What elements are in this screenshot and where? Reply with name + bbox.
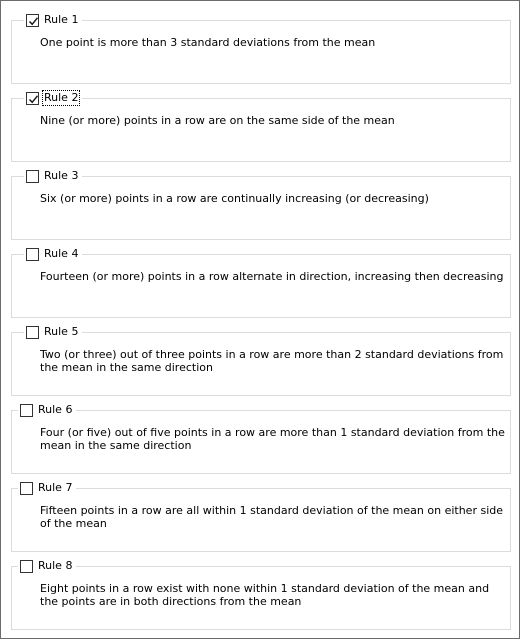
rule-description: Fifteen points in a row are all within 1 standard deviation of the mean on either side of the mean	[40, 504, 503, 530]
rule-label[interactable]: Rule 6	[38, 403, 73, 416]
rule-group-1	[11, 13, 511, 84]
rule-checkbox-2[interactable]	[26, 92, 39, 105]
rule-label[interactable]: Rule 4	[44, 247, 79, 260]
rule-legend[interactable]	[18, 480, 76, 496]
rule-description: Six (or more) points in a row are continually increasing (or decreasing)	[40, 192, 429, 205]
rule-legend[interactable]	[24, 168, 82, 184]
rule-label[interactable]: Rule 8	[38, 559, 73, 572]
rule-legend[interactable]	[18, 402, 76, 418]
rule-legend[interactable]	[24, 246, 82, 262]
rule-description: Fourteen (or more) points in a row alternate in direction, increasing then decreasing	[40, 270, 504, 283]
checkmark-icon	[28, 16, 39, 27]
rule-description: Nine (or more) points in a row are on the same side of the mean	[40, 114, 395, 127]
rule-checkbox-5[interactable]	[26, 326, 39, 339]
rule-label[interactable]: Rule 3	[44, 169, 79, 182]
rule-description: Two (or three) out of three points in a row are more than 2 standard deviations from the mean in the same direction	[40, 348, 504, 374]
rule-group-6	[11, 403, 511, 474]
rule-group-3	[11, 169, 511, 240]
rule-group-5	[11, 325, 511, 396]
rule-checkbox-3[interactable]	[26, 170, 39, 183]
rule-legend[interactable]	[18, 558, 76, 574]
rule-checkbox-7[interactable]	[20, 482, 33, 495]
rule-checkbox-1[interactable]	[26, 14, 39, 27]
rule-checkbox-4[interactable]	[26, 248, 39, 261]
rule-group-7	[11, 481, 511, 552]
rule-description: Eight points in a row exist with none within 1 standard deviation of the mean and the points are in both directions from the mean	[40, 582, 490, 608]
rule-description: One point is more than 3 standard deviations from the mean	[40, 36, 376, 49]
rule-label[interactable]: Rule 1	[44, 13, 79, 26]
checkmark-icon	[28, 94, 39, 105]
rule-group-8	[11, 559, 511, 630]
rule-label[interactable]: Rule 5	[44, 325, 79, 338]
rule-checkbox-8[interactable]	[20, 560, 33, 573]
rule-legend[interactable]	[24, 12, 82, 28]
rule-group-2	[11, 91, 511, 162]
rule-label[interactable]: Rule 2	[44, 91, 79, 104]
rule-group-4	[11, 247, 511, 318]
rule-label[interactable]: Rule 7	[38, 481, 73, 494]
rule-legend[interactable]	[24, 90, 82, 106]
rule-description: Four (or five) out of five points in a row are more than 1 standard deviation from the mean in the same direction	[40, 426, 505, 452]
rule-checkbox-6[interactable]	[20, 404, 33, 417]
rule-legend[interactable]	[24, 324, 82, 340]
